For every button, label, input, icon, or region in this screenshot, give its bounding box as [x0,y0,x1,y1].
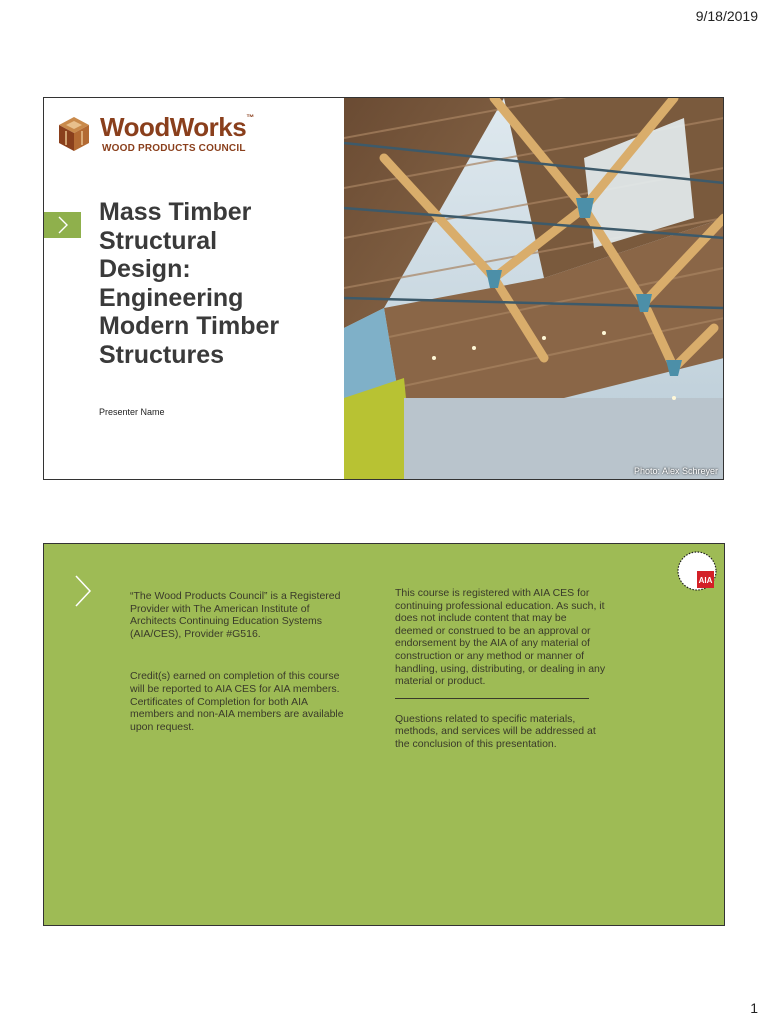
photo-credit: Photo: Alex Schreyer [633,466,718,476]
presenter-name: Presenter Name [99,407,165,417]
credits-statement: Credit(s) earned on completion of this course will be reported to AIA CES for AIA members. Certificates of Completion for both AIA members and non-AIA members are available upon request. [130,670,344,733]
title-line: Modern Timber [99,312,280,340]
timber-ceiling-illustration [344,98,724,480]
page-number: 1 [750,1000,758,1016]
chevron-right-icon [57,216,69,234]
logo-trademark: ™ [246,113,254,122]
page-date: 9/18/2019 [695,8,758,24]
logo-name: WoodWorks [100,112,247,142]
woodworks-logo [56,114,254,154]
provider-info-column [130,590,352,733]
woodworks-logo-icon [56,115,92,153]
title-line: Design: [99,255,191,283]
slide-title [99,198,339,369]
aia-ces-seal-icon [676,550,718,592]
divider [395,698,589,699]
aia-ces-slide [43,543,725,926]
title-line: Structural [99,226,218,255]
title-line: Mass Timber [99,198,252,226]
disclaimer-column [395,587,607,751]
provider-statement: “The Wood Products Council” is a Registered Provider with The American Institute of Architects Continuing Education Systems (AIA/CES), Provider #G516. [130,590,341,640]
logo-subtitle: WOOD PRODUCTS COUNCIL [102,143,246,154]
chevron-right-icon [74,574,92,608]
title-accent-box [44,212,81,238]
title-slide [43,97,724,480]
timber-structure-photo [344,98,724,480]
questions-statement: Questions related to specific materials, methods, and services will be addressed at the conclusion of this presentation. [395,712,596,750]
aia-badge [699,576,713,585]
registration-disclaimer: This course is registered with AIA CES for continuing professional education. As such, it does not include content that may be deemed or construed to be an approval or endorsement by the AIA of any material of construction or any method or manner of handling, using, distributing, or dealing in any material or product. [395,587,606,688]
aia-badge-text: AIA [698,576,713,585]
title-line: Structures [99,340,225,369]
title-line: Engineering [99,283,244,312]
